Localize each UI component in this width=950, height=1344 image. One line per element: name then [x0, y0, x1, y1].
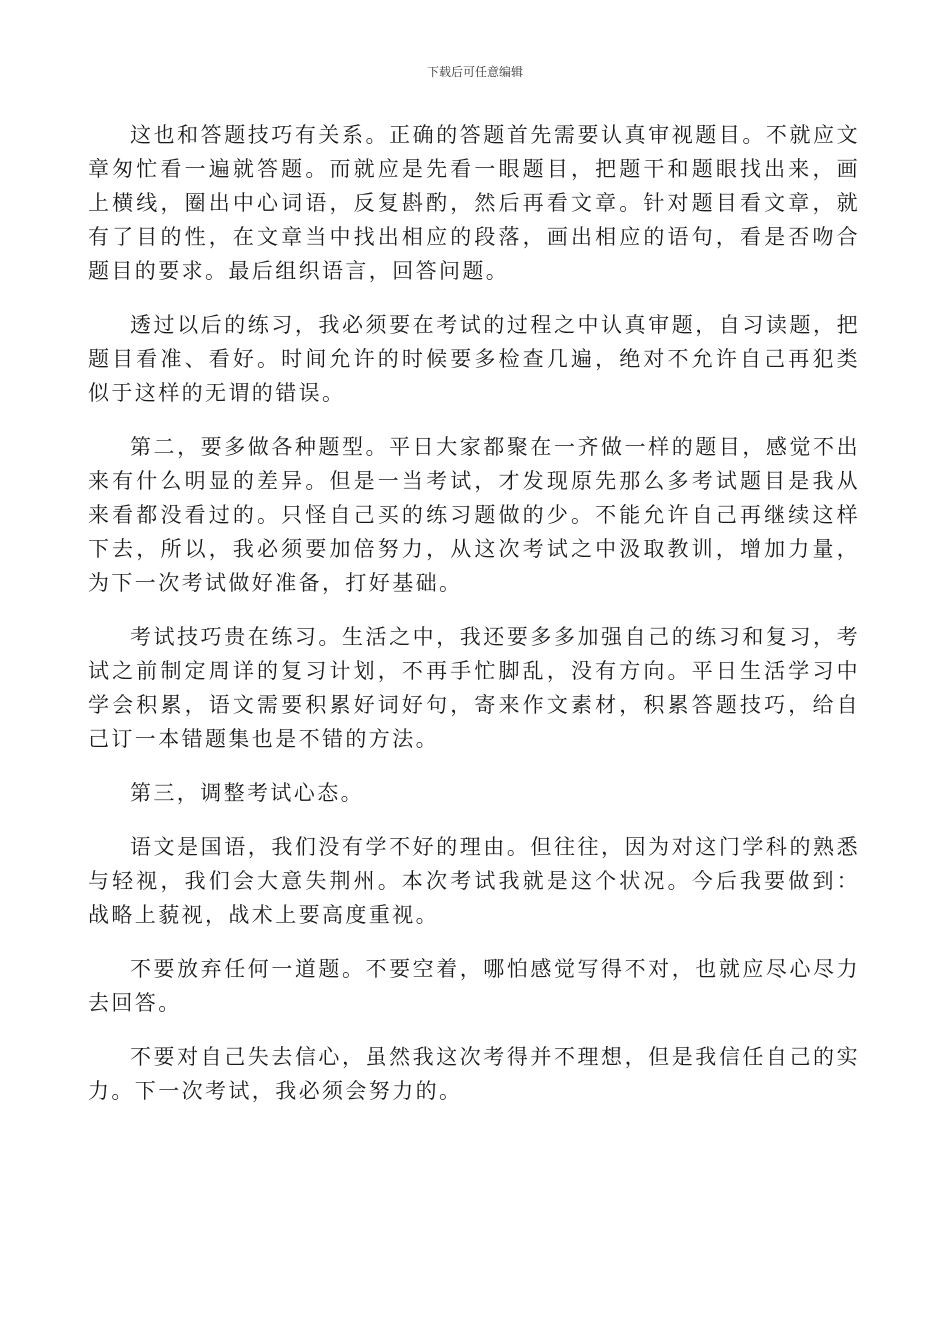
paragraph-dont-give-up: 不要放弃任何一道题。不要空着，哪怕感觉写得不对，也就应尽心尽力去回答。	[88, 957, 860, 1015]
paragraph-exam-skills: 考试技巧贵在练习。生活之中，我还要多多加强自己的练习和复习，考试之前制定周详的复习计划，不再手忙脚乱，没有方向。平日生活学习中学会积累，语文需要积累好词好句，寄来作文素材，积累答题技巧，给自己订一本错题集也是不错的方法。	[88, 625, 860, 751]
paragraph-practice-review: 透过以后的练习，我必须要在考试的过程之中认真审题，自习读题，把题目看准、看好。时间允许的时候要多检查几遍，绝对不允许自己再犯类似于这样的无谓的错误。	[88, 313, 860, 405]
paragraph-chinese-language: 语文是国语，我们没有学不好的理由。但往往，因为对这门学科的熟悉与轻视，我们会大意失荆州。本次考试我就是这个状况。今后我要做到：战略上藐视，战术上要高度重视。	[88, 835, 860, 927]
paragraph-second-point: 第二，要多做各种题型。平日大家都聚在一齐做一样的题目，感觉不出来有什么明显的差异。但是一当考试，才发现原先那么多考试题目是我从来看都没看过的。只怪自己买的练习题做的少。不能允许自己再继续这样下去，所以，我必须要加倍努力，从这次考试之中汲取教训，增加力量，为下一次考试做好准备，打好基础。	[88, 435, 860, 595]
page-header: 下载后可任意编辑	[426, 65, 523, 79]
paragraph-answer-technique: 这也和答题技巧有关系。正确的答题首先需要认真审视题目。不就应文章匆忙看一遍就答题。而就应是先看一眼题目，把题干和题眼找出来，画上横线，圈出中心词语，反复斟酌，然后再看文章。针对题目看文章，就有了目的性，在文章当中找出相应的段落，画出相应的语句，看是否吻合题目的要求。最后组织语言，回答问题。	[88, 123, 860, 283]
paragraph-confidence: 不要对自己失去信心，虽然我这次考得并不理想，但是我信任自己的实力。下一次考试，我必须会努力的。	[88, 1045, 860, 1103]
paragraph-third-point: 第三，调整考试心态。	[130, 781, 364, 805]
document-body	[88, 118, 860, 1128]
